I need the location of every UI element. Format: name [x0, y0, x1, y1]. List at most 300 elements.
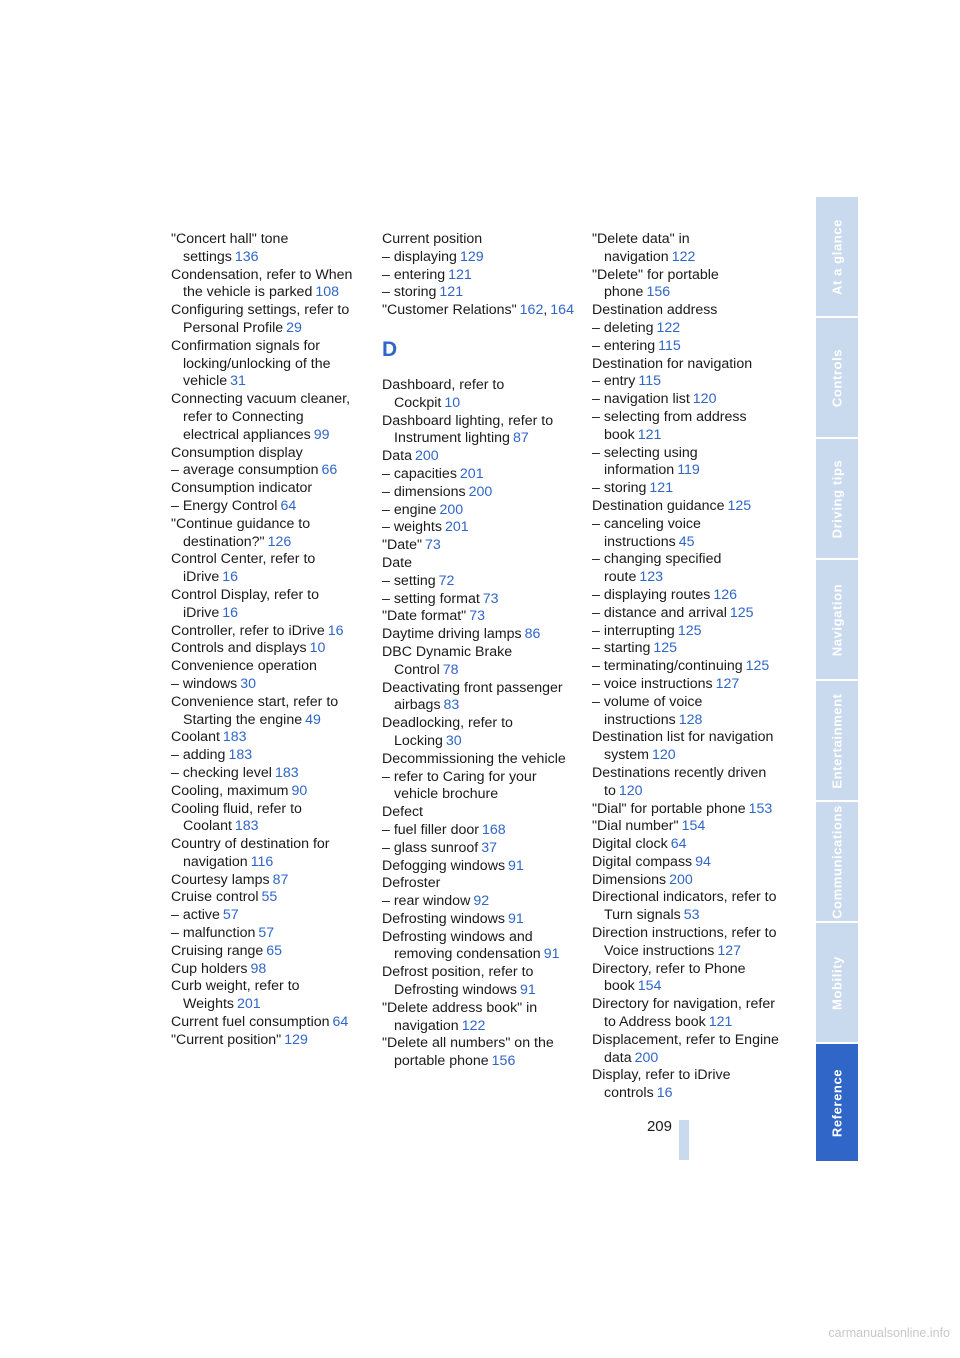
- page-reference-link[interactable]: 183: [222, 729, 247, 746]
- index-entry: [382, 822, 574, 840]
- index-entry: [382, 751, 574, 769]
- index-entry-text: – entering: [592, 337, 656, 354]
- page-reference-link[interactable]: 55: [261, 889, 278, 906]
- page-reference-link[interactable]: 183: [228, 747, 253, 764]
- index-entry-text: – checking level: [171, 764, 272, 781]
- page-reference-link[interactable]: 99: [313, 426, 330, 443]
- page-reference-link[interactable]: 98: [250, 960, 267, 977]
- index-entry: [382, 267, 574, 285]
- index-entry-text: – adding: [171, 747, 226, 764]
- index-entry-text: – weights: [382, 519, 442, 536]
- page-reference-link[interactable]: 31: [230, 373, 246, 390]
- index-entry: [592, 551, 784, 587]
- index-entry-text: – Energy Control: [171, 497, 278, 514]
- index-entry: [382, 249, 574, 267]
- index-entry-text: Defogging windows: [382, 857, 506, 874]
- tab-label: Entertainment: [829, 692, 845, 789]
- page-reference-link[interactable]: 120: [692, 391, 717, 408]
- index-entry-text: – glass sunroof: [382, 839, 479, 856]
- index-entry: [592, 409, 784, 445]
- index-entry: [171, 231, 363, 267]
- index-entry-text: Convenience start, refer to Starting the engine: [171, 693, 339, 728]
- index-entry: [592, 480, 784, 498]
- index-entry: [592, 445, 784, 481]
- page-reference-link[interactable]: 125: [677, 622, 702, 639]
- page-reference-link[interactable]: 91: [520, 982, 536, 999]
- index-entry-text: – average consumption: [171, 462, 319, 479]
- page-reference-link[interactable]: 164: [550, 302, 574, 319]
- index-entry: [592, 889, 784, 925]
- index-entry: [171, 872, 363, 890]
- index-entry: [592, 640, 784, 658]
- index-entry-text: Cooling fluid, refer to Coolant: [171, 800, 302, 835]
- index-entry: [382, 502, 574, 520]
- index-entry: [592, 729, 784, 765]
- page-reference-link[interactable]: 30: [445, 732, 462, 749]
- index-entry-text: Controller, refer to iDrive: [171, 622, 325, 639]
- index-entry-text: – interrupting: [592, 622, 675, 639]
- page-reference-link[interactable]: 10: [444, 394, 461, 411]
- index-entry: [382, 858, 574, 876]
- index-entry-text: – setting: [382, 572, 436, 589]
- index-entry: [171, 978, 363, 1014]
- index-entry: [171, 498, 363, 516]
- index-entry: [171, 658, 363, 676]
- page-reference-link[interactable]: 200: [634, 1049, 659, 1066]
- page-reference-link[interactable]: 116: [250, 853, 274, 870]
- page-reference-link[interactable]: 120: [651, 747, 676, 764]
- index-entry-text: "Customer Relations": [382, 302, 517, 319]
- tab-communications[interactable]: [816, 802, 858, 923]
- index-entry: [592, 996, 784, 1032]
- index-entry: [171, 801, 363, 837]
- index-entry-text: "Delete address book" in navigation: [382, 999, 538, 1034]
- page-reference-link[interactable]: 87: [272, 871, 289, 888]
- page-reference-link[interactable]: 121: [637, 426, 662, 443]
- page-reference-link[interactable]: 136: [234, 248, 259, 265]
- index-entry-text: Decommissioning the vehicle: [382, 750, 566, 767]
- page-reference-link[interactable]: 90: [291, 782, 308, 799]
- page-reference-link[interactable]: 121: [649, 480, 674, 497]
- index-entry: [382, 875, 574, 893]
- page-reference-link[interactable]: 92: [473, 893, 490, 910]
- page-reference-link[interactable]: 64: [670, 836, 687, 853]
- page-reference-link[interactable]: 94: [695, 853, 711, 870]
- index-entry-text: "Concert hall" tone settings: [171, 231, 289, 265]
- index-entry: [171, 1014, 363, 1032]
- index-entry-text: Destination guidance: [592, 497, 725, 514]
- page-reference-link[interactable]: 64: [332, 1014, 349, 1031]
- tab-label: Communications: [829, 804, 845, 919]
- page-reference-link[interactable]: 154: [681, 818, 706, 835]
- page-reference-link[interactable]: 16: [656, 1085, 673, 1102]
- index-entry-text: Dashboard, refer to Cockpit: [382, 376, 505, 411]
- page-reference-link[interactable]: 16: [222, 569, 239, 586]
- index-entry-text: Condensation, refer to When the vehicle is parked: [171, 266, 353, 301]
- index-entry: [592, 605, 784, 623]
- index-entry-text: – engine: [382, 501, 437, 518]
- index-entry-text: "Continue guidance to destination?": [171, 515, 311, 550]
- index-entry-text: Convenience operation: [171, 658, 317, 675]
- page-reference-link[interactable]: 57: [258, 925, 275, 942]
- page-reference-link[interactable]: 125: [727, 497, 752, 514]
- index-entry: [592, 836, 784, 854]
- tab-label: Reference: [829, 1068, 845, 1137]
- index-entry: [382, 231, 574, 249]
- tab-label: Driving tips: [829, 459, 845, 538]
- index-entry-text: Coolant: [171, 729, 220, 746]
- page-reference-link[interactable]: 83: [443, 697, 460, 714]
- page-reference-link[interactable]: 183: [234, 818, 259, 835]
- index-entry-text: Cruising range: [171, 942, 264, 959]
- index-entry-text: Control Display, refer to iDrive: [171, 586, 319, 621]
- index-entry: [171, 925, 363, 943]
- tab-entertainment[interactable]: [816, 681, 858, 802]
- index-entry-text: – selecting using information: [592, 444, 698, 479]
- page-reference-link[interactable]: 128: [678, 711, 703, 728]
- index-entry-text: – capacities: [382, 465, 457, 482]
- index-entry-text: – distance and arrival: [592, 604, 727, 621]
- index-entry-text: – entry: [592, 373, 636, 390]
- index-entry: [382, 644, 574, 680]
- page-reference-link[interactable]: 129: [284, 1031, 308, 1048]
- page-reference-link[interactable]: 201: [444, 519, 469, 536]
- index-entry-text: Dimensions: [592, 871, 667, 888]
- index-entry: [382, 680, 574, 716]
- index-entry-text: "Current position": [171, 1031, 282, 1048]
- index-entry: [171, 480, 363, 498]
- page-reference-link[interactable]: 201: [459, 465, 484, 482]
- page-reference-link[interactable]: 29: [286, 319, 302, 336]
- page-reference-link[interactable]: 115: [658, 337, 681, 354]
- index-entry: [592, 925, 784, 961]
- index-entry-text: Destination for navigation: [592, 355, 753, 372]
- index-entry: [592, 676, 784, 694]
- index-entry-text: Courtesy lamps: [171, 871, 270, 888]
- index-entry-text: – rear window: [382, 893, 471, 910]
- page-reference-link[interactable]: 183: [274, 764, 299, 781]
- index-entry: [382, 573, 574, 591]
- tab-label: Mobility: [829, 955, 845, 1010]
- index-entry: [171, 729, 363, 747]
- page-reference-link[interactable]: 16: [222, 604, 239, 621]
- index-entry: [382, 413, 574, 449]
- page-reference-link[interactable]: 121: [708, 1014, 733, 1031]
- page-reference-link[interactable]: 73: [482, 590, 499, 607]
- index-entry: [592, 338, 784, 356]
- index-entry: [592, 961, 784, 997]
- index-entry-text: Curb weight, refer to Weights: [171, 978, 300, 1013]
- page-reference-link[interactable]: 91: [508, 910, 524, 927]
- index-entry: [171, 836, 363, 872]
- index-entry: [592, 765, 784, 801]
- index-entry: [382, 1000, 574, 1036]
- index-entry: [171, 302, 363, 338]
- page-reference-link[interactable]: 65: [266, 942, 283, 959]
- index-entry-text: Dashboard lighting, refer to Instrument lighting: [382, 412, 554, 447]
- index-column-2: [382, 231, 574, 1071]
- index-entry: [382, 284, 574, 302]
- tab-controls[interactable]: [816, 318, 858, 439]
- page-reference-link[interactable]: 123: [639, 569, 664, 586]
- page-reference-link[interactable]: 91: [543, 946, 560, 963]
- index-entry: [171, 338, 363, 391]
- index-entry-text: Controls and displays: [171, 640, 307, 657]
- index-entry: [171, 462, 363, 480]
- index-entry-text: "Dial" for portable phone: [592, 800, 746, 817]
- page-reference-link[interactable]: 57: [222, 907, 239, 924]
- index-entry-text: "Dial number": [592, 818, 679, 835]
- index-entry: [171, 765, 363, 783]
- index-entry-text: Cruise control: [171, 889, 259, 906]
- index-entry-text: – changing specified route: [592, 551, 722, 586]
- tab-navigation[interactable]: [816, 560, 858, 681]
- index-entry-text: Display, refer to iDrive controls: [592, 1067, 731, 1102]
- index-entry: [382, 893, 574, 911]
- index-entry-text: Deadlocking, refer to Locking: [382, 715, 513, 749]
- tab-label: At a glance: [829, 218, 845, 295]
- index-entry: [592, 1032, 784, 1068]
- index-entry: [171, 640, 363, 658]
- index-entry-text: Defect: [382, 804, 424, 821]
- index-entry-text: – entering: [382, 266, 446, 283]
- page-reference-link[interactable]: 37: [481, 839, 497, 856]
- index-entry-text: Defroster: [382, 875, 441, 892]
- page-reference-link[interactable]: 126: [713, 586, 737, 603]
- index-entry-text: Cooling, maximum: [171, 782, 289, 799]
- index-entry-text: – starting: [592, 640, 651, 657]
- index-entry-text: Consumption indicator: [171, 480, 313, 497]
- index-entry: [171, 961, 363, 979]
- index-entry-text: Destinations recently driven to: [592, 764, 767, 799]
- page-reference-link[interactable]: 129: [459, 248, 484, 265]
- index-entry: [382, 840, 574, 858]
- page-reference-link[interactable]: 154: [637, 978, 662, 995]
- index-entry: [382, 769, 574, 805]
- index-entry: [592, 854, 784, 872]
- index-entry-text: – refer to Caring for your vehicle brochure: [382, 768, 537, 803]
- index-entry: [592, 658, 784, 676]
- page-reference-link[interactable]: 86: [524, 626, 541, 643]
- index-entry-text: Destination address: [592, 302, 718, 319]
- index-entry-text: Date: [382, 554, 412, 571]
- page-reference-link[interactable]: 153: [748, 800, 773, 817]
- page-reference-link[interactable]: 200: [414, 448, 439, 465]
- index-entry: [592, 356, 784, 374]
- page-reference-link[interactable]: 30: [240, 675, 257, 692]
- page-reference-link[interactable]: 156: [491, 1053, 516, 1070]
- index-entry-text: Displacement, refer to Engine data: [592, 1031, 779, 1066]
- page-reference-link[interactable]: 120: [618, 782, 643, 799]
- page-reference-link[interactable]: 53: [683, 907, 700, 924]
- index-entry-text: Data: [382, 448, 412, 465]
- index-entry: [382, 911, 574, 929]
- page-reference-link[interactable]: 64: [280, 497, 297, 514]
- page-reference-link[interactable]: 127: [717, 942, 742, 959]
- index-entry: [592, 267, 784, 303]
- index-entry-text: – malfunction: [171, 925, 256, 942]
- index-entry: [171, 943, 363, 961]
- tab-driving-tips[interactable]: [816, 439, 858, 560]
- index-entry-text: Defrost position, refer to Defrosting windows: [382, 964, 534, 999]
- index-entry: [592, 694, 784, 730]
- index-entry: [592, 231, 784, 267]
- page-reference-link[interactable]: 122: [461, 1017, 486, 1034]
- index-entry-text: Digital clock: [592, 836, 668, 853]
- index-entry: [592, 302, 784, 320]
- tab-at-a-glance[interactable]: [816, 197, 858, 318]
- page-number: 209: [646, 1118, 672, 1135]
- index-entry: [382, 448, 574, 466]
- index-entry: [592, 801, 784, 819]
- index-entry-text: Confirmation signals for locking/unlocking of the vehicle: [171, 337, 331, 390]
- page-reference-link[interactable]: 10: [309, 640, 326, 657]
- index-entry: [382, 929, 574, 965]
- index-entry: [382, 519, 574, 537]
- index-entry: [171, 391, 363, 444]
- page-reference-link[interactable]: 115: [638, 373, 661, 390]
- page-number-bar: [679, 1120, 689, 1160]
- index-entry: [592, 391, 784, 409]
- index-entry-text: – windows: [171, 675, 238, 692]
- index-entry-text: – active: [171, 907, 220, 924]
- index-entry-text: Current fuel consumption: [171, 1014, 330, 1031]
- page-reference-link[interactable]: 168: [482, 821, 506, 838]
- index-entry: [171, 267, 363, 303]
- index-entry: [592, 320, 784, 338]
- index-entry-text: – voice instructions: [592, 675, 713, 692]
- index-entry-text: "Delete all numbers" on the portable phone: [382, 1035, 554, 1070]
- index-entry-text: "Delete" for portable phone: [592, 266, 719, 301]
- page-reference-link[interactable]: 108: [315, 284, 340, 301]
- index-entry: [382, 466, 574, 484]
- index-entry-text: Country of destination for navigation: [171, 836, 330, 870]
- index-entry-text: Current position: [382, 231, 483, 247]
- index-entry: [171, 1032, 363, 1050]
- index-entry-text: – displaying: [382, 248, 457, 265]
- index-entry-text: – canceling voice instructions: [592, 515, 701, 550]
- index-entry: [592, 818, 784, 836]
- index-entry: [382, 537, 574, 555]
- index-entry: [592, 587, 784, 605]
- index-column-3: [592, 231, 784, 1103]
- index-entry: [382, 591, 574, 609]
- index-entry: [382, 804, 574, 822]
- page-reference-link[interactable]: 201: [237, 996, 261, 1013]
- index-entry-text: Defrosting windows: [382, 910, 506, 927]
- page-reference-link[interactable]: 122: [671, 248, 696, 265]
- tab-reference[interactable]: [816, 1044, 858, 1163]
- index-entry-text: "Delete data" in navigation: [592, 231, 690, 265]
- index-entry: [171, 623, 363, 641]
- page-reference-link[interactable]: 87: [512, 430, 529, 447]
- index-entry: [592, 373, 784, 391]
- page-reference-link[interactable]: 119: [677, 462, 700, 479]
- index-letter-heading: D: [382, 337, 398, 361]
- page-reference-link[interactable]: 91: [508, 857, 524, 874]
- section-tabs: [816, 197, 858, 1163]
- tab-label: Navigation: [829, 583, 845, 656]
- index-entry: [592, 516, 784, 552]
- index-entry-text: – dimensions: [382, 483, 466, 500]
- index-entry: [382, 484, 574, 502]
- page-reference-link[interactable]: 122: [656, 319, 681, 336]
- index-entry-text: – terminating/continuing: [592, 658, 743, 675]
- page-reference-link[interactable]: 49: [305, 711, 321, 728]
- index-entry: [171, 694, 363, 730]
- page-reference-link[interactable]: 45: [678, 533, 695, 550]
- index-entry-text: DBC Dynamic Brake Control: [382, 643, 513, 678]
- index-entry: [171, 551, 363, 587]
- index-entry: [382, 626, 574, 644]
- page-reference-link[interactable]: 73: [425, 537, 441, 554]
- page-reference-link[interactable]: 66: [321, 462, 338, 479]
- index-entry: [171, 587, 363, 623]
- page-reference-link[interactable]: 200: [439, 501, 464, 518]
- index-entry: [171, 516, 363, 552]
- page-reference-link[interactable]: 73: [469, 608, 485, 625]
- index-entry: [171, 907, 363, 925]
- index-entry-text: Connecting vacuum cleaner, refer to Connecting electrical appliances: [171, 391, 351, 443]
- index-entry-text: Configuring settings, refer to Personal Profile: [171, 302, 350, 336]
- index-entry: [382, 715, 574, 751]
- page-reference-link[interactable]: 16: [327, 622, 344, 639]
- watermark: carmanualsonline.info: [828, 1326, 950, 1340]
- page-reference-link[interactable]: 200: [669, 871, 693, 888]
- index-entry-text: Direction instructions, refer to Voice instructions: [592, 925, 777, 959]
- page-reference-link[interactable]: 162: [519, 302, 544, 319]
- page-reference-link[interactable]: 156: [646, 284, 671, 301]
- index-entry-text: – displaying routes: [592, 586, 711, 603]
- index-entry-text: – fuel filler door: [382, 821, 479, 838]
- index-entry-text: Destination list for navigation system: [592, 729, 774, 764]
- page-reference-link[interactable]: 72: [438, 572, 455, 589]
- index-entry-text: Cup holders: [171, 960, 248, 977]
- page-reference-link[interactable]: 126: [267, 533, 292, 550]
- index-entry-text: – storing: [592, 480, 647, 497]
- page-reference-link[interactable]: 121: [448, 266, 472, 283]
- index-entry-text: "Date": [382, 537, 423, 554]
- index-entry: [382, 377, 574, 413]
- index-entry: [592, 872, 784, 890]
- index-entry: [171, 676, 363, 694]
- page-reference-link[interactable]: 125: [653, 640, 678, 657]
- index-column-1: [171, 231, 363, 1050]
- index-entry: [382, 555, 574, 573]
- index-entry: [382, 964, 574, 1000]
- index-entry: [382, 1035, 574, 1071]
- index-entry-text: – volume of voice instructions: [592, 693, 703, 728]
- page-reference-link[interactable]: 121: [439, 284, 464, 301]
- page-reference-link[interactable]: 78: [442, 661, 459, 678]
- index-entry: [171, 889, 363, 907]
- index-entry-text: Deactivating front passenger airbags: [382, 679, 563, 714]
- index-entry-text: Directory for navigation, refer to Address book: [592, 996, 775, 1031]
- index-entry-text: Consumption display: [171, 444, 303, 461]
- page-reference-link[interactable]: 125: [729, 604, 754, 621]
- page-reference-link[interactable]: 200: [468, 483, 493, 500]
- index-entry: [382, 608, 574, 626]
- tab-mobility[interactable]: [816, 923, 858, 1044]
- index-entry-text: Directory, refer to Phone book: [592, 960, 746, 995]
- page-reference-link[interactable]: 127: [715, 675, 740, 692]
- index-entry: [171, 747, 363, 765]
- index-entry: [592, 623, 784, 641]
- tab-label: Controls: [829, 348, 845, 407]
- index-entry-text: Directional indicators, refer to Turn signals: [592, 889, 777, 924]
- index-entry-text: – setting format: [382, 590, 480, 607]
- page-reference-link[interactable]: 125: [745, 658, 770, 675]
